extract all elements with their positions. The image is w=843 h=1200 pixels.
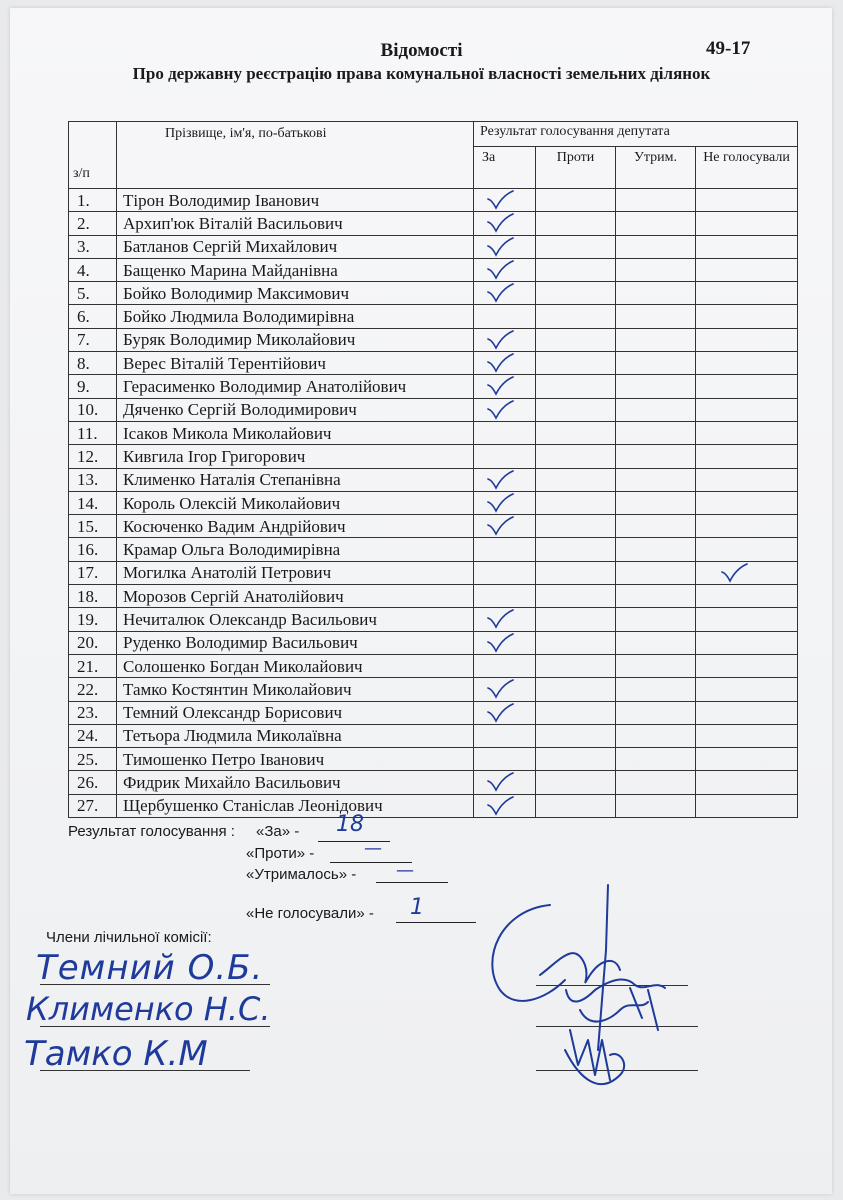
cell-ne-holosuvaly (696, 189, 798, 212)
cell-utrym (616, 258, 696, 281)
cell-ne-holosuvaly (696, 631, 798, 654)
row-name: Батланов Сергій Михайлович (117, 235, 474, 258)
cell-ne-holosuvaly (696, 282, 798, 305)
checkmark-icon (720, 563, 748, 583)
row-name: Дяченко Сергій Володимирович (117, 398, 474, 421)
checkmark-icon (486, 470, 514, 490)
table-row (69, 585, 798, 608)
table-row (69, 375, 798, 398)
cell-ne-holosuvaly (696, 235, 798, 258)
cell-proty (536, 515, 616, 538)
cell-utrym (616, 445, 696, 468)
row-name: Могилка Анатолій Петрович (117, 561, 474, 584)
cell-ne-holosuvaly (696, 421, 798, 444)
cell-utrym (616, 515, 696, 538)
cell-proty (536, 328, 616, 351)
row-number: 23. (69, 701, 117, 724)
summary-utrym-line (376, 882, 448, 883)
summary-label: Результат голосування : (68, 823, 235, 840)
cell-za (474, 468, 536, 491)
cell-proty (536, 631, 616, 654)
table-row (69, 538, 798, 561)
checkmark-icon (486, 633, 514, 653)
cell-za (474, 515, 536, 538)
cell-utrym (616, 561, 696, 584)
table-row (69, 421, 798, 444)
cell-za (474, 561, 536, 584)
cell-proty (536, 445, 616, 468)
row-name: Солошенко Богдан Миколайович (117, 654, 474, 677)
table-row (69, 701, 798, 724)
commission-member-signature: Тамко К.М (24, 1034, 208, 1074)
cell-proty (536, 538, 616, 561)
row-name: Архип'юк Віталій Васильович (117, 212, 474, 235)
table-row (69, 212, 798, 235)
table-row (69, 515, 798, 538)
row-name: Крамар Ольга Володимирівна (117, 538, 474, 561)
row-number: 10. (69, 398, 117, 421)
table-row (69, 561, 798, 584)
table-row (69, 398, 798, 421)
table-row (69, 771, 798, 794)
cell-ne-holosuvaly (696, 375, 798, 398)
row-name: Косюченко Вадим Андрійович (117, 515, 474, 538)
cell-ne-holosuvaly (696, 654, 798, 677)
cell-utrym (616, 328, 696, 351)
cell-ne-holosuvaly (696, 678, 798, 701)
row-number: 26. (69, 771, 117, 794)
summary-utrym-label: «Утрималось» - (246, 866, 357, 883)
cell-ne-holosuvaly (696, 328, 798, 351)
row-number: 11. (69, 421, 117, 444)
cell-proty (536, 398, 616, 421)
cell-proty (536, 771, 616, 794)
table-row (69, 445, 798, 468)
row-number: 21. (69, 654, 117, 677)
cell-proty (536, 468, 616, 491)
cell-za (474, 235, 536, 258)
cell-proty (536, 189, 616, 212)
cell-utrym (616, 538, 696, 561)
row-number: 22. (69, 678, 117, 701)
cell-utrym (616, 724, 696, 747)
cell-za (474, 538, 536, 561)
cell-ne-holosuvaly (696, 538, 798, 561)
row-number: 2. (69, 212, 117, 235)
row-name: Тірон Володимир Іванович (117, 189, 474, 212)
summary-za-value: 18 (336, 812, 364, 837)
cell-proty (536, 375, 616, 398)
cell-za (474, 724, 536, 747)
table-row (69, 654, 798, 677)
table-row (69, 631, 798, 654)
header-option-proty: Проти (536, 147, 616, 189)
cell-proty (536, 701, 616, 724)
header-result: Результат голосування депутата (474, 122, 798, 147)
cell-utrym (616, 654, 696, 677)
cell-utrym (616, 631, 696, 654)
cell-proty (536, 585, 616, 608)
cell-ne-holosuvaly (696, 515, 798, 538)
summary-za-label: «За» - (256, 823, 300, 840)
cell-za (474, 631, 536, 654)
cell-za (474, 328, 536, 351)
checkmark-icon (486, 516, 514, 536)
checkmark-icon (486, 703, 514, 723)
cell-ne-holosuvaly (696, 305, 798, 328)
checkmark-icon (486, 190, 514, 210)
document-number: 49-17 (706, 38, 751, 59)
cell-utrym (616, 212, 696, 235)
cell-proty (536, 748, 616, 771)
cell-utrym (616, 678, 696, 701)
row-name: Клименко Наталія Степанівна (117, 468, 474, 491)
cell-za (474, 678, 536, 701)
table-row (69, 235, 798, 258)
row-number: 27. (69, 794, 117, 817)
row-name: Тимошенко Петро Іванович (117, 748, 474, 771)
row-number: 13. (69, 468, 117, 491)
checkmark-icon (486, 609, 514, 629)
row-name: Морозов Сергій Анатолійович (117, 585, 474, 608)
cell-za (474, 258, 536, 281)
row-name: Ісаков Микола Миколайович (117, 421, 474, 444)
cell-ne-holosuvaly (696, 491, 798, 514)
cell-ne-holosuvaly (696, 585, 798, 608)
cell-za (474, 375, 536, 398)
cell-proty (536, 724, 616, 747)
checkmark-icon (486, 376, 514, 396)
row-number: 8. (69, 352, 117, 375)
row-name: Бащенко Марина Майданівна (117, 258, 474, 281)
row-number: 3. (69, 235, 117, 258)
row-number: 17. (69, 561, 117, 584)
table-row (69, 282, 798, 305)
table-row (69, 608, 798, 631)
cell-za (474, 305, 536, 328)
row-name: Щербушенко Станіслав Леонідович (117, 794, 474, 817)
cell-utrym (616, 352, 696, 375)
row-name: Руденко Володимир Васильович (117, 631, 474, 654)
checkmark-icon (486, 772, 514, 792)
cell-za (474, 794, 536, 817)
row-number: 12. (69, 445, 117, 468)
checkmark-icon (486, 679, 514, 699)
cell-ne-holosuvaly (696, 724, 798, 747)
row-name: Тамко Костянтин Миколайович (117, 678, 474, 701)
row-number: 14. (69, 491, 117, 514)
checkmark-icon (486, 796, 514, 816)
row-number: 4. (69, 258, 117, 281)
header-number: з/п (69, 122, 117, 189)
cell-utrym (616, 748, 696, 771)
cell-proty (536, 258, 616, 281)
table-row (69, 328, 798, 351)
table-row (69, 748, 798, 771)
cell-utrym (616, 794, 696, 817)
row-name: Герасименко Володимир Анатолійович (117, 375, 474, 398)
cell-proty (536, 561, 616, 584)
row-number: 6. (69, 305, 117, 328)
table-row (69, 468, 798, 491)
summary-ne-label: «Не голосували» - (246, 905, 374, 922)
commission-line (40, 984, 270, 985)
table-row (69, 305, 798, 328)
summary-proty-label: «Проти» - (246, 845, 315, 862)
cell-proty (536, 352, 616, 375)
cell-ne-holosuvaly (696, 794, 798, 817)
cell-utrym (616, 701, 696, 724)
cell-proty (536, 678, 616, 701)
checkmark-icon (486, 213, 514, 233)
checkmark-icon (486, 493, 514, 513)
cell-za (474, 654, 536, 677)
document-title: Відомості (380, 40, 463, 61)
row-number: 1. (69, 189, 117, 212)
summary-proty-value: — (364, 838, 382, 859)
table-row (69, 352, 798, 375)
cell-za (474, 398, 536, 421)
row-name: Бойко Володимир Максимович (117, 282, 474, 305)
cell-za (474, 352, 536, 375)
row-name: Нечиталюк Олександр Васильович (117, 608, 474, 631)
cell-utrym (616, 771, 696, 794)
row-number: 7. (69, 328, 117, 351)
cell-proty (536, 305, 616, 328)
row-name: Фидрик Михайло Васильович (117, 771, 474, 794)
cell-ne-holosuvaly (696, 445, 798, 468)
cell-za (474, 212, 536, 235)
cell-utrym (616, 282, 696, 305)
cell-za (474, 421, 536, 444)
signature-scribble (470, 880, 700, 1120)
cell-za (474, 748, 536, 771)
row-number: 9. (69, 375, 117, 398)
summary-ne-line (396, 922, 476, 923)
table-row (69, 724, 798, 747)
cell-utrym (616, 375, 696, 398)
checkmark-icon (486, 237, 514, 257)
commission-line (40, 1070, 250, 1071)
cell-za (474, 585, 536, 608)
header-option-utrym: Утрим. (616, 147, 696, 189)
row-name: Верес Віталій Терентійович (117, 352, 474, 375)
voting-table (68, 121, 798, 818)
document-subtitle: Про державну реєстрацію права комунальної власності земельних ділянок (132, 64, 711, 83)
row-name: Тетьора Людмила Миколаївна (117, 724, 474, 747)
row-number: 25. (69, 748, 117, 771)
header-option-za: За (474, 147, 536, 189)
checkmark-icon (486, 283, 514, 303)
cell-ne-holosuvaly (696, 212, 798, 235)
row-name: Король Олексій Миколайович (117, 491, 474, 514)
summary-ne-value: 1 (410, 895, 424, 920)
header-name: Прізвище, ім'я, по-батькові (117, 122, 474, 189)
row-number: 20. (69, 631, 117, 654)
table-row (69, 189, 798, 212)
cell-utrym (616, 189, 696, 212)
checkmark-icon (486, 260, 514, 280)
row-name: Кивгила Ігор Григорович (117, 445, 474, 468)
header-option-ne-holosuvaly: Не голосували (696, 147, 798, 189)
cell-utrym (616, 491, 696, 514)
cell-proty (536, 282, 616, 305)
cell-utrym (616, 585, 696, 608)
row-name: Буряк Володимир Миколайович (117, 328, 474, 351)
cell-proty (536, 421, 616, 444)
table-row (69, 794, 798, 817)
cell-ne-holosuvaly (696, 771, 798, 794)
cell-utrym (616, 608, 696, 631)
cell-za (474, 189, 536, 212)
cell-za (474, 491, 536, 514)
cell-utrym (616, 468, 696, 491)
cell-utrym (616, 235, 696, 258)
cell-ne-holosuvaly (696, 258, 798, 281)
commission-member-signature: Темний О.Б. (36, 948, 264, 988)
row-number: 19. (69, 608, 117, 631)
commission-member-signature: Клименко Н.С. (26, 990, 271, 1028)
cell-proty (536, 235, 616, 258)
cell-utrym (616, 398, 696, 421)
row-number: 15. (69, 515, 117, 538)
cell-ne-holosuvaly (696, 398, 798, 421)
cell-ne-holosuvaly (696, 608, 798, 631)
cell-za (474, 608, 536, 631)
cell-ne-holosuvaly (696, 468, 798, 491)
table-row (69, 678, 798, 701)
cell-za (474, 282, 536, 305)
checkmark-icon (486, 353, 514, 373)
cell-ne-holosuvaly (696, 561, 798, 584)
row-name: Темний Олександр Борисович (117, 701, 474, 724)
cell-proty (536, 212, 616, 235)
cell-ne-holosuvaly (696, 352, 798, 375)
cell-utrym (616, 305, 696, 328)
table-row (69, 258, 798, 281)
cell-za (474, 701, 536, 724)
cell-utrym (616, 421, 696, 444)
cell-ne-holosuvaly (696, 701, 798, 724)
row-number: 24. (69, 724, 117, 747)
cell-proty (536, 491, 616, 514)
cell-proty (536, 794, 616, 817)
commission-label: Члени лічильної комісії: (46, 929, 212, 946)
checkmark-icon (486, 400, 514, 420)
cell-za (474, 445, 536, 468)
cell-proty (536, 608, 616, 631)
row-number: 5. (69, 282, 117, 305)
checkmark-icon (486, 330, 514, 350)
row-number: 16. (69, 538, 117, 561)
table-row (69, 491, 798, 514)
summary-utrym-value: — (396, 860, 414, 881)
commission-line (40, 1026, 270, 1027)
cell-ne-holosuvaly (696, 748, 798, 771)
cell-za (474, 771, 536, 794)
cell-proty (536, 654, 616, 677)
row-number: 18. (69, 585, 117, 608)
row-name: Бойко Людмила Володимирівна (117, 305, 474, 328)
